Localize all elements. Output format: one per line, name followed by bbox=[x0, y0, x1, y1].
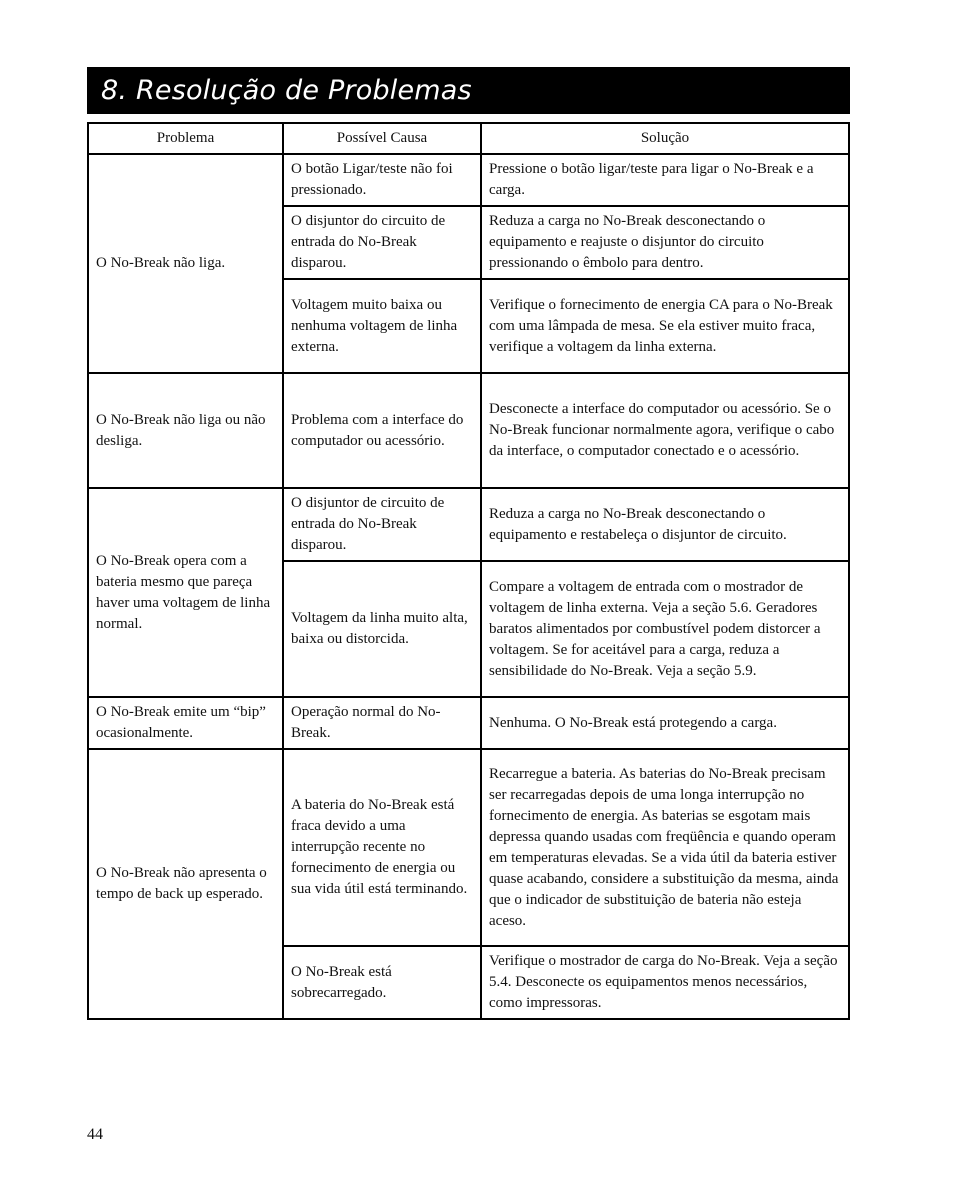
problem-cell: O No-Break não liga ou não desliga. bbox=[89, 374, 284, 489]
page-number: 44 bbox=[87, 1126, 103, 1143]
header-solution: Solução bbox=[482, 124, 850, 155]
cause-cell: Operação normal do No-Break. bbox=[284, 698, 482, 750]
cause-cell: A bateria do No-Break está fraca devido a uma interrupção recente no fornecimento de energia ou sua vida útil está terminando. bbox=[284, 750, 482, 947]
header-problem: Problema bbox=[89, 124, 284, 155]
header-cause: Possível Causa bbox=[284, 124, 482, 155]
cause-cell: Voltagem muito baixa ou nenhuma voltagem de linha externa. bbox=[284, 280, 482, 374]
solution-cell: Nenhuma. O No-Break está protegendo a carga. bbox=[482, 698, 850, 750]
problem-cell: O No-Break opera com a bateria mesmo que pareça haver uma voltagem de linha normal. bbox=[89, 489, 284, 698]
section-title: 8. Resolução de Problemas bbox=[87, 67, 850, 114]
solution-cell: Compare a voltagem de entrada com o mostrador de voltagem de linha externa. Veja a seção 5.6. Geradores baratos alimentados por combustível podem distorcer a voltagem. Se for aceitável para a carga, reduza a sensibilidade do No-Break. Veja a seção 5.9. bbox=[482, 562, 850, 698]
troubleshooting-table bbox=[87, 122, 850, 1020]
solution-cell: Desconecte a interface do computador ou acessório. Se o No-Break funcionar normalmente agora, verifique o cabo da interface, o computador conectado e o acessório. bbox=[482, 374, 850, 489]
solution-cell: Verifique o mostrador de carga do No-Break. Veja a seção 5.4. Desconecte os equipamentos menos necessários, como impressoras. bbox=[482, 947, 850, 1020]
problem-cell: O No-Break emite um “bip” ocasionalmente. bbox=[89, 698, 284, 750]
table-row bbox=[89, 374, 850, 489]
solution-cell: Pressione o botão ligar/teste para ligar o No-Break e a carga. bbox=[482, 155, 850, 207]
table-header-row bbox=[89, 124, 850, 155]
table-row bbox=[89, 698, 850, 750]
solution-cell: Reduza a carga no No-Break desconectando o equipamento e reajuste o disjuntor do circuito pressionando o êmbolo para dentro. bbox=[482, 207, 850, 280]
problem-cell: O No-Break não apresenta o tempo de back up esperado. bbox=[89, 750, 284, 1020]
solution-cell: Recarregue a bateria. As baterias do No-Break precisam ser recarregadas depois de uma longa interrupção no fornecimento de energia. As baterias se esgotam mais depressa quando usadas com freqüência e quando operam em temperaturas elevadas. Se a vida útil da bateria estiver quase acabando, considere a substituição da mesma, ainda que o indicador de substituição de bateria não esteja aceso. bbox=[482, 750, 850, 947]
cause-cell: Voltagem da linha muito alta, baixa ou distorcida. bbox=[284, 562, 482, 698]
cause-cell: O disjuntor de circuito de entrada do No-Break disparou. bbox=[284, 489, 482, 562]
solution-cell: Verifique o fornecimento de energia CA para o No-Break com uma lâmpada de mesa. Se ela estiver muito fraca, verifique a voltagem da linha externa. bbox=[482, 280, 850, 374]
cause-cell: O botão Ligar/teste não foi pressionado. bbox=[284, 155, 482, 207]
table-row bbox=[89, 155, 850, 207]
cause-cell: Problema com a interface do computador ou acessório. bbox=[284, 374, 482, 489]
table-row bbox=[89, 750, 850, 947]
cause-cell: O disjuntor do circuito de entrada do No-Break disparou. bbox=[284, 207, 482, 280]
problem-cell: O No-Break não liga. bbox=[89, 155, 284, 374]
cause-cell: O No-Break está sobrecarregado. bbox=[284, 947, 482, 1020]
table-row bbox=[89, 489, 850, 562]
solution-cell: Reduza a carga no No-Break desconectando o equipamento e restabeleça o disjuntor de circuito. bbox=[482, 489, 850, 562]
